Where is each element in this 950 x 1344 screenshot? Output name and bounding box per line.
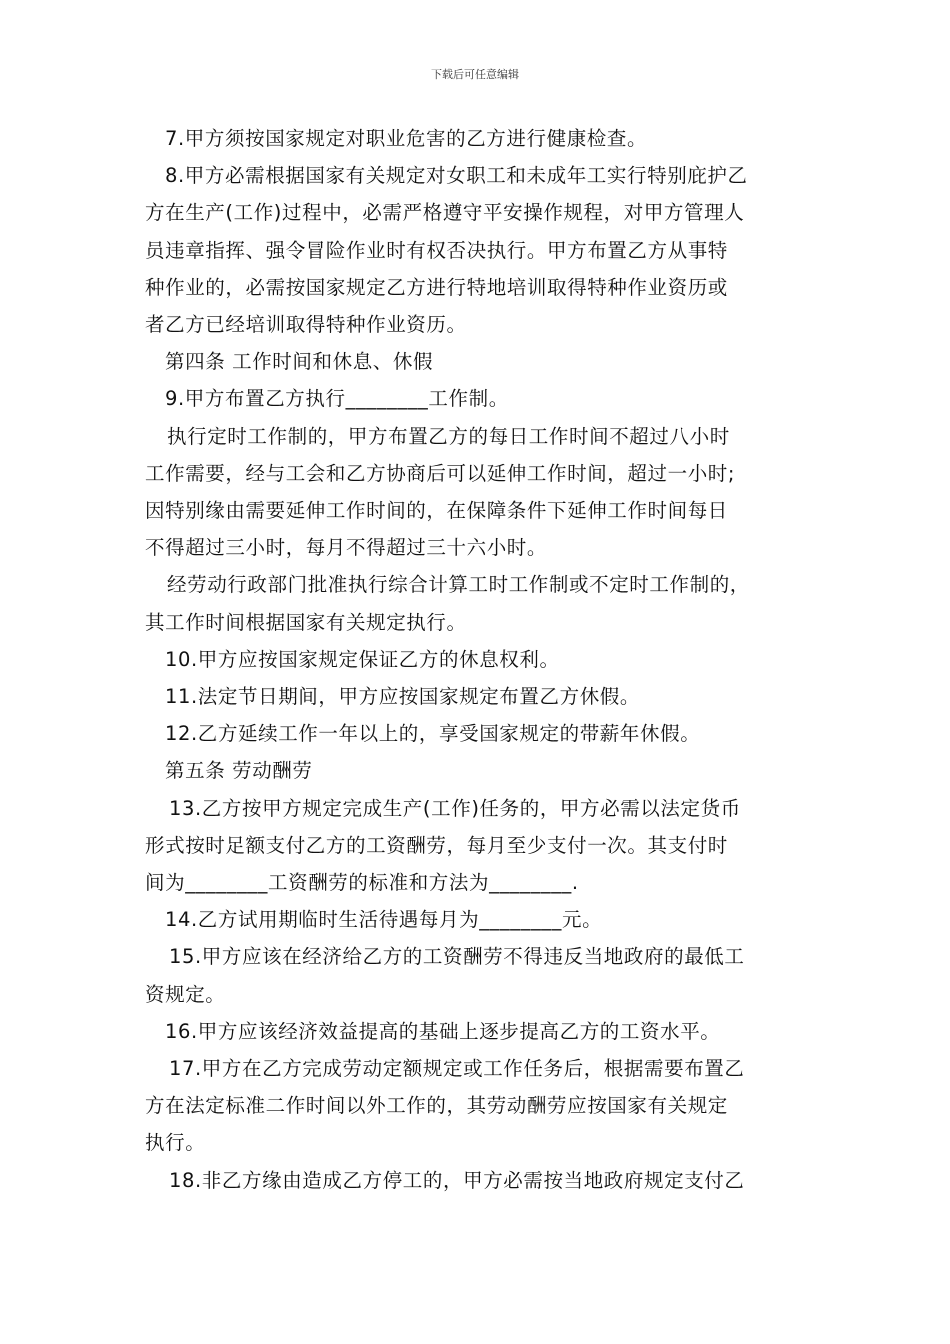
paragraph — [145, 1050, 815, 1162]
text-line: 8.甲方必需根据国家有关规定对女职工和未成年工实行特别庇护乙 — [165, 164, 748, 188]
paragraph — [145, 566, 815, 640]
text-line: 因特别缘由需要延伸工作时间的，在保障条件下延伸工作时间每日 — [145, 499, 728, 523]
text-line: 形式按时足额支付乙方的工资酬劳，每月至少支付一次。其支付时 — [145, 833, 728, 857]
text-line: 第四条 工作时间和休息、休假 — [165, 350, 434, 374]
text-line: 执行定时工作制的，甲方布置乙方的每日工作时间不超过八小时 — [167, 424, 730, 448]
paragraph — [145, 790, 815, 902]
text-line: 10.甲方应按国家规定保证乙方的休息权利。 — [165, 647, 560, 671]
text-line: 经劳动行政部门批准执行综合计算工时工作制或不定时工作制的， — [167, 573, 750, 597]
text-line: 15.甲方应该在经济给乙方的工资酬劳不得违反当地政府的最低工 — [169, 945, 745, 969]
text-line: 13.乙方按甲方规定完成生产(工作)任务的，甲方必需以法定货币 — [169, 796, 741, 820]
text-line: 种作业的，必需按国家规定乙方进行特地培训取得特种作业资历或 — [145, 275, 728, 299]
paragraph — [145, 157, 815, 343]
text-line: 12.乙方延续工作一年以上的，享受国家规定的带薪年休假。 — [165, 722, 701, 746]
paragraph — [145, 678, 815, 715]
paragraph — [145, 1013, 815, 1050]
text-line: 方在法定标准二作时间以外工作的，其劳动酬劳应按国家有关规定 — [145, 1094, 728, 1118]
paragraph — [145, 641, 815, 678]
text-line: 7.甲方须按国家规定对职业危害的乙方进行健康检查。 — [165, 127, 648, 150]
document-body — [145, 120, 815, 1199]
text-line: 资规定。 — [145, 982, 226, 1006]
paragraph — [145, 752, 815, 789]
text-line: 者乙方已经培训取得特种作业资历。 — [145, 313, 467, 337]
text-line: 执行。 — [145, 1131, 206, 1155]
paragraph — [145, 938, 815, 1012]
text-line: 不得超过三小时，每月不得超过三十六小时。 — [145, 536, 548, 560]
text-line: 16.甲方应该经济效益提高的基础上逐步提高乙方的工资水平。 — [165, 1019, 721, 1043]
text-line: 方在生产(工作)过程中，必需严格遵守平安操作规程，对甲方管理人 — [145, 201, 745, 225]
text-line: 9.甲方布置乙方执行________工作制。 — [165, 387, 509, 411]
text-line: 工作需要，经与工会和乙方协商后可以延伸工作时间，超过一小时; — [145, 461, 736, 485]
paragraph — [145, 120, 815, 157]
paragraph — [145, 715, 815, 752]
paragraph — [145, 901, 815, 938]
paragraph — [145, 343, 815, 380]
text-line: 间为________工资酬劳的标准和方法为________. — [145, 871, 579, 895]
text-line: 18.非乙方缘由造成乙方停工的，甲方必需按当地政府规定支付乙 — [169, 1168, 745, 1192]
paragraph — [145, 380, 815, 417]
paragraph — [145, 1162, 815, 1199]
text-line: 11.法定节日期间，甲方应按国家规定布置乙方休假。 — [165, 685, 641, 709]
paragraph — [145, 418, 815, 567]
text-line: 17.甲方在乙方完成劳动定额规定或工作任务后，根据需要布置乙 — [169, 1057, 745, 1081]
text-line: 第五条 劳动酬劳 — [165, 759, 313, 783]
page-header: 下载后可任意编辑 — [431, 68, 519, 81]
text-line: 员违章指挥、强令冒险作业时有权否决执行。甲方布置乙方从事特 — [145, 238, 728, 262]
text-line: 其工作时间根据国家有关规定执行。 — [145, 610, 467, 634]
text-line: 14.乙方试用期临时生活待遇每月为________元。 — [165, 908, 603, 932]
